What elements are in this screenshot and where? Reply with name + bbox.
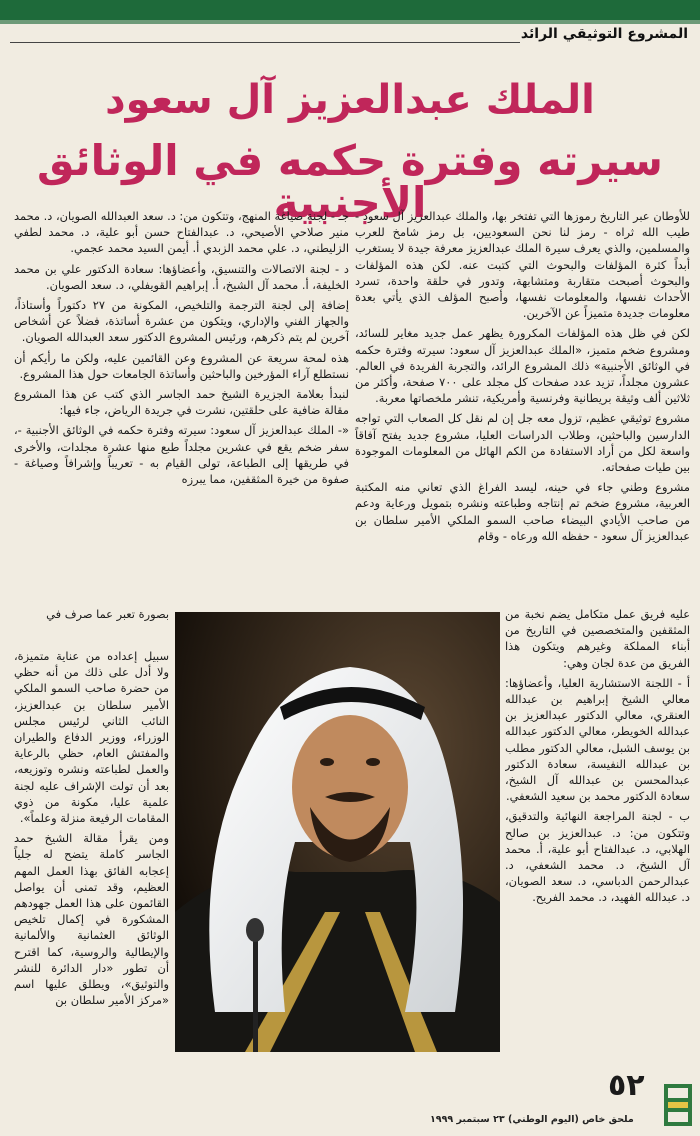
article-column-left-narrow <box>14 648 169 1068</box>
article-column-right-narrow <box>505 606 690 1066</box>
top-color-bar <box>0 0 700 20</box>
article-column-left <box>14 208 349 608</box>
page-number: ٥٢ <box>608 1068 645 1103</box>
article-title-line-1: الملك عبدالعزيز آل سعود <box>105 77 595 123</box>
paragraph: ومن يقرأ مقالة الشيخ حمد الجاسر كاملة يتضح له جلياً إعجابه الفائق بهذا العمل المهم العظيم، وقد تمنى أن يواصل القائمون على هذا العمل جهودهم المشكورة في إكمال تلخيص الوثائق العثمانية والألمانية والإيطالية والروسية، كما اقترح أن تطور «دار الدائرة للنشر والتوثيق»، ويطلق عليها اسم «مركز الأمير سلطان بن <box>14 831 169 1008</box>
paragraph: لكن في ظل هذه المؤلفات المكرورة يظهر عمل جديد مغاير للسائد، ومشروع ضخم متميز، «الملك عبدالعزيز آل سعود: سيرته وفترة حكمه في الوثائق الأجنبية» ذلك المشروع الرائد، والتجربة الفريدة في العالم. عشرون مجلداً، تزيد عدد صفحات كل مجلد على ٧٠٠ صفحة، وأكثر من ثلاثين ألف وثيقة بريطانية وفرنسية وأمريكية، تنشر ملخصاتها معربة. <box>355 326 690 406</box>
portrait-photo <box>175 612 500 1052</box>
section-label: المشروع التوثيقي الرائد <box>520 26 688 42</box>
paragraph: عليه فريق عمل متكامل يضم نخبة من المثقفين والمتخصصين في التاريخ من أبناء المملكة وغيرهم ويتكون هذا الفريق من عدة لجان وهي: <box>505 607 690 670</box>
paragraph: «- الملك عبدالعزيز آل سعود: سيرته وفترة حكمه في الوثائق الأجنبية -، سفر ضخم يقع في عشرين مجلداً طبع منها عشرة مجلدات، والأخرى في طريقها إلى الطباعة، تولى القيام به - تعريباً وإشرافاً وصياغة - صفوة من خيرة المثقفين، مما يبرزه <box>14 423 349 487</box>
publication-logo-icon <box>662 1082 694 1128</box>
issue-line: ملحق خاص (اليوم الوطني) ٢٣ سبتمبر ١٩٩٩ <box>430 1114 634 1125</box>
paragraph: هذه لمحة سريعة عن المشروع وعن القائمين عليه، ولكن ما رأيكم أن نستطلع آراء المؤرخين والباحثين وأساتذة الجامعات حول هذا المشروع. <box>14 350 349 381</box>
paragraph: إضافة إلى لجنة الترجمة والتلخيص، المكونة من ٢٧ دكتوراً وأستاذاً، والجهاز الفني والإداري، ويتكون من عشرة أساتذة، فضلاً عن أشخاص آخرين لم يتم ذكرهم، ورئيس المشروع الدكتور سعد العبدالله الصويان. <box>14 298 349 345</box>
paragraph: ب - لجنة المراجعة النهائية والتدقيق، وتتكون من: د. عبدالعزيز بن صالح الهلابي، د. عبدالفتاح أبو علية، أ. محمد آل الشيخ، د. محمد الشعفي، د. عبدالرحمن الدباسي، د. سعد الصويان، د. عبدالله الفهيد، د. محمد الفريح. <box>505 809 690 905</box>
paragraph: للأوطان عبر التاريخ رموزها التي تفتخر بها، والملك عبدالعزيز آل سعود - طيب الله ثراه - رمز لنا نحن السعوديين، بل رمز شامخ للعرب والمسلمين، والذي يعرف سيرة الملك عبدالعزيز معرفة جيدة لا يستغرب أبداً كثرة المؤلفات والبحوث التي كتبت عنه. لكن هذه المؤلفات والبحوث أصبحت متقاربة ومتشابهة، وتدور في حلقة واحدة، تسرد الأحداث نفسها، والمعلومات نفسها، وأصبح المؤلف الذي يأتي بعدة معلومات جديدة متميزاً عن الآخرين. <box>355 209 690 321</box>
paragraph: سبيل إعداده من عناية متميزة، ولا أدل على ذلك من أنه حظي من حضرة صاحب السمو الملكي الأمير سلطان بن عبدالعزيز، النائب الثاني لرئيس مجلس الوزراء، ووزير الدفاع والطيران والمفتش العام، حظي بالرعاية والعمل لطباعته ونشره وتوزيعه، بعد أن تولت الإشراف عليه لجنة علمية عليا، مكونة من ذوي المقامات الرفيعة منزلة وعلماً». <box>14 649 169 826</box>
paragraph: مشروع توثيقي عظيم، تزول معه جل إن لم نقل كل الصعاب التي تواجه الدارسين والباحثين، وطلاب الدراسات العليا، مشروع جديد يفتح آفاقاً واسعة لكل من أراد الاستفادة من الكم الهائل من المعلومات الموجودة بين طيات صفحاته. <box>355 411 690 475</box>
paragraph: مشروع وطني جاء في حينه، ليسد الفراغ الذي تعاني منه المكتبة العربية، مشروع ضخم تم إنتاجه وطباعته ونشره بتمويل ورعاية ودعم من صاحب الأيادي البيضاء صاحب السمو الملكي الأمير سلطان بن عبدالعزيز آل سعود - حفظه الله ورعاه - وقام <box>355 480 690 543</box>
paragraph: لنبدأ بعلامة الجزيرة الشيخ حمد الجاسر الذي كتب عن هذا المشروع مقالة ضافية على حلقتين، نشرت في جريدة الرياض، جاء فيها: <box>14 387 349 418</box>
article-wrap-line <box>14 606 169 648</box>
top-color-bar-accent <box>0 20 700 24</box>
paragraph: بصورة تعبر عما صرف في <box>46 607 169 621</box>
paragraph: د - لجنة الاتصالات والتنسيق، وأعضاؤها: سعادة الدكتور علي بن محمد الخليفة، أ. محمد آل الشيخ، أ. إبراهيم القويفلي، د. سعد الصويان. <box>14 261 349 292</box>
article-column-right <box>355 208 690 608</box>
paragraph: جـ - لجنة صياغة المنهج، وتتكون من: د. سعد العبدالله الصويان، د. محمد منير صلاحي الأصيحي، د. عبدالفتاح حسن أبو علية، د. محمد لطفي الزليطني، د. علي محمد الزبدي أ. أيمن السيد محمد عجمي. <box>14 209 349 256</box>
portrait-illustration <box>175 612 500 1052</box>
header-rule <box>10 42 520 43</box>
paragraph: أ - اللجنة الاستشارية العليا، وأعضاؤها: معالي الشيخ إبراهيم بن عبدالله العنقري، معالي الدكتور عبدالعزيز بن عبدالله الخويطر، معالي الدكتور عبدالله بن يوسف الشبل، معالي الدكتور مطلب بن عبدالله النفيسة، سعادة الدكتور عبدالمحسن بن عبدالله آل الشيخ، سعادة الدكتور محمد بن سعيد الشعفي. <box>505 675 690 804</box>
article-title-line-2: سيرته وفترة حكمه في الوثائق الأجنبية <box>37 136 663 227</box>
